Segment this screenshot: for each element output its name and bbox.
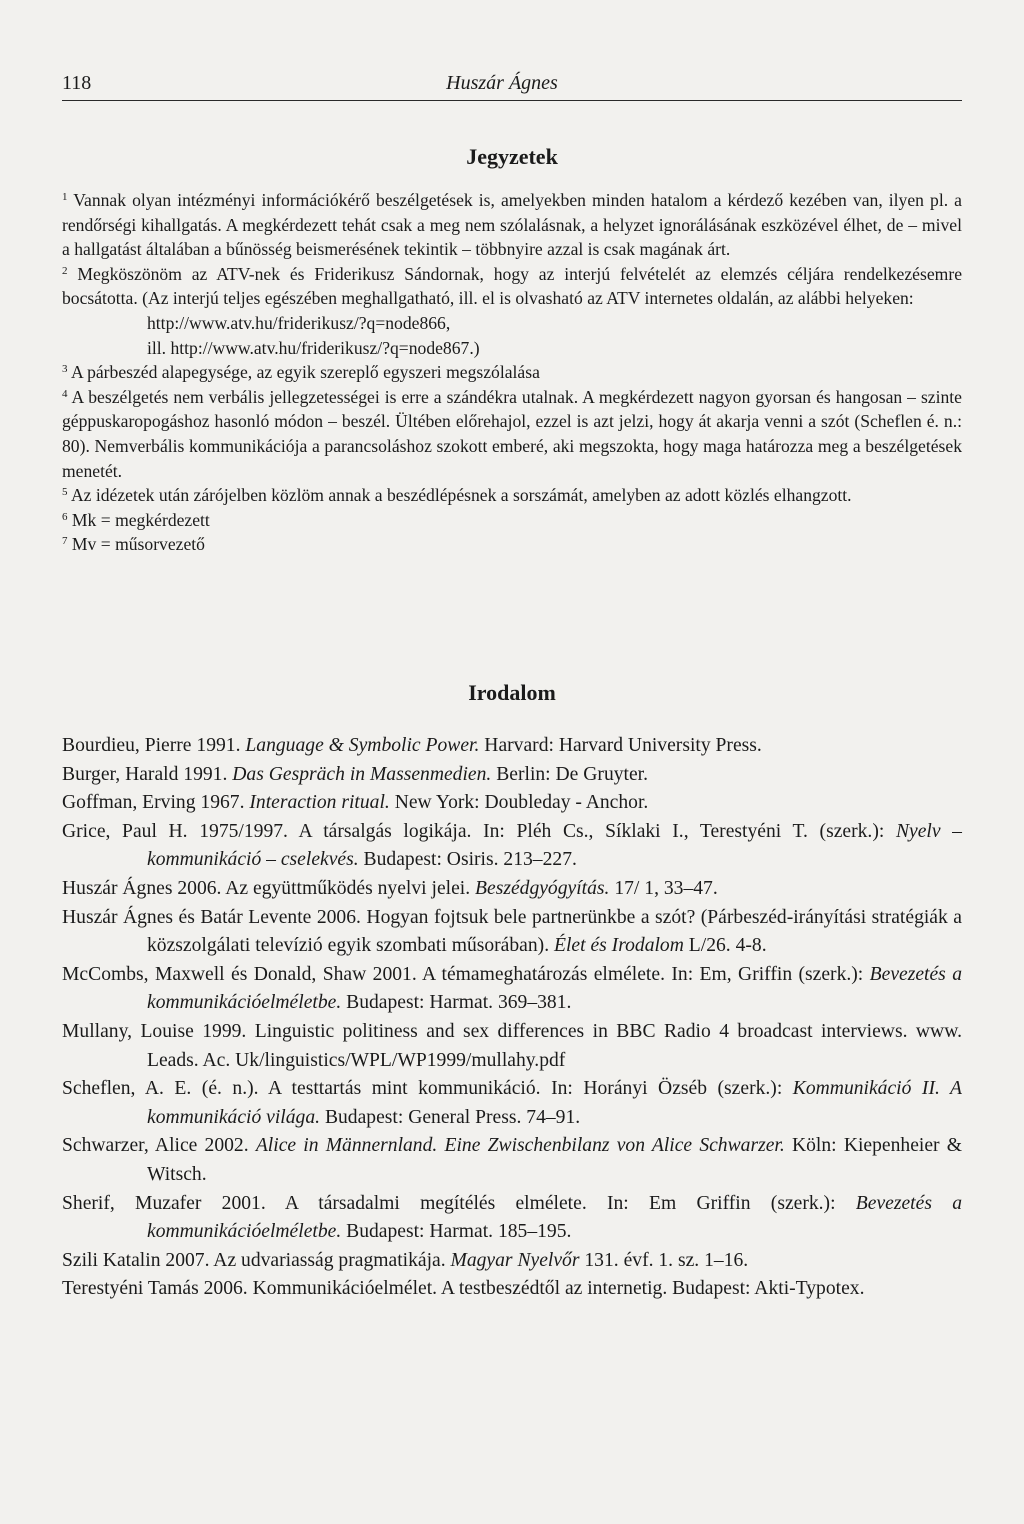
running-head-author: Huszár Ágnes xyxy=(446,72,558,94)
note-4 xyxy=(62,385,962,483)
ref-title: Magyar Nyelvőr xyxy=(450,1249,580,1271)
ref-publisher: Budapest: Harmat. 185–195. xyxy=(341,1221,572,1243)
ref-title: Élet és Irodalom xyxy=(554,935,684,957)
ref-publisher: Berlin: De Gruyter. xyxy=(491,763,649,785)
note-number: 3 xyxy=(62,363,68,376)
reference-entry xyxy=(62,732,962,761)
ref-title: Bevezetés a kommunikációelméletbe. xyxy=(147,1192,963,1243)
ref-author: Goffman, Erving 1967. xyxy=(62,792,250,814)
note-2-url-1: http://www.atv.hu/friderikusz/?q=node866, xyxy=(147,312,451,333)
note-2 xyxy=(62,262,962,311)
note-text: Megköszönöm az ATV-nek és Friderikusz Sándornak, hogy az interjú felvételét az elemzés céljára rendelkezésemre bocsátotta. (Az interjú teljes egészében meghallgatható, ill. el is olvasható az ATV internetes oldalán, az alábbi helyeken: xyxy=(62,263,962,309)
ref-author: Huszár Ágnes és Batár Levente 2006. Hogyan fojtsuk bele partnerünkbe a szót? (Párbeszéd-irányítási stratégiák a közszolgálati televízió egyik szombati műsorában). xyxy=(62,906,962,957)
reference-entry xyxy=(62,875,962,904)
ref-author: Mullany, Louise 1999. Linguistic politiness and sex differences in BBC Radio 4 broadcast interviews. www. Leads. Ac. Uk/linguistics/WPL/WP1999/mullahy.pdf xyxy=(62,1020,962,1071)
note-number: 5 xyxy=(62,486,68,499)
references-section xyxy=(62,732,962,1304)
note-number: 4 xyxy=(62,387,68,400)
ref-title: Interaction ritual. xyxy=(249,792,390,814)
ref-title: Bevezetés a kommunikációelméletbe. xyxy=(147,963,963,1014)
note-text: Mk = megkérdezett xyxy=(71,509,210,530)
note-5 xyxy=(62,483,962,508)
reference-entry xyxy=(62,1275,962,1304)
notes-section xyxy=(62,188,962,557)
reference-entry xyxy=(62,789,962,818)
note-6 xyxy=(62,508,962,533)
note-number: 6 xyxy=(62,510,68,523)
ref-author: Terestyéni Tamás 2006. Kommunikációelmélet. A testbeszédtől az internetig. Budapest: Akti-Typotex. xyxy=(62,1278,865,1300)
ref-author: Bourdieu, Pierre 1991. xyxy=(62,735,246,756)
ref-publisher: Budapest: General Press. 74–91. xyxy=(320,1106,581,1128)
ref-publisher: New York: Doubleday - Anchor. xyxy=(389,792,649,814)
page-number: 118 xyxy=(62,72,92,94)
note-number: 7 xyxy=(62,535,68,548)
note-7 xyxy=(62,532,962,557)
ref-author: Burger, Harald 1991. xyxy=(62,763,233,785)
note-text: Mv = műsorvezető xyxy=(71,534,205,555)
ref-title: Nyelv – kommunikáció – cselekvés. xyxy=(147,820,962,871)
reference-entry xyxy=(62,761,962,790)
note-3 xyxy=(62,360,962,385)
note-text: A párbeszéd alapegysége, az egyik szereplő egyszeri megszólalása xyxy=(70,362,540,383)
references-heading: Irodalom xyxy=(468,680,556,705)
reference-entry xyxy=(62,961,962,1018)
running-header xyxy=(62,72,962,101)
ref-publisher: Köln: Kiepenheier & Witsch. xyxy=(147,1135,962,1185)
note-number: 2 xyxy=(62,264,68,277)
note-1 xyxy=(62,188,962,262)
notes-heading: Jegyzetek xyxy=(466,144,558,169)
reference-entry xyxy=(62,1075,962,1132)
ref-title: Kommunikáció II. A kommunikáció világa. xyxy=(147,1078,962,1128)
ref-title: Language & Symbolic Power. xyxy=(245,735,480,756)
ref-author: Scheflen, A. E. (é. n.). A testtartás mint kommunikáció. In: Horányi Özséb (szerk.): xyxy=(62,1078,793,1100)
ref-publisher: Harvard: Harvard University Press. xyxy=(479,735,762,756)
note-text: Vannak olyan intézményi információkérő beszélgetések is, amelyekben minden hatalom a kérdező kezében van, ilyen pl. a rendőrségi kihallgatás. A megkérdezett tehát csak a meg nem szólalásnak, a helyzet ignorálásának eszközével élhet, de – mivel a hallgatást általában a bűnösség beismerésének tekintik – többnyire azzal is csak magának árt. xyxy=(62,190,962,260)
note-text: A beszélgetés nem verbális jellegzetességei is erre a szándékra utalnak. A megkérdezett nagyon gyorsan és hangosan – szinte géppuskaropogáshoz hasonló módon – beszél. Ültében előrehajol, ezzel is azt jelzi, hogy át akarja venni a szót (Scheflen é. n.: 80). Nemverbális kommunikációja a parancsoláshoz szokott emberé, aki megszokta, hogy maga határozza meg a beszélgetések menetét. xyxy=(62,386,962,481)
ref-author: McCombs, Maxwell és Donald, Shaw 2001. A témameghatározás elmélete. In: Em, Griffin (szerk.): xyxy=(62,963,870,985)
ref-author: Grice, Paul H. 1975/1997. A társalgás logikája. In: Pléh Cs., Síklaki I., Terestyéni T. (szerk.): xyxy=(62,820,896,842)
ref-publisher: Budapest: Osiris. 213–227. xyxy=(358,849,577,871)
reference-entry xyxy=(62,1190,962,1247)
reference-entry xyxy=(62,904,962,961)
note-number: 1 xyxy=(62,191,68,203)
reference-entry xyxy=(62,1247,962,1276)
ref-title: Alice in Männernland. Eine Zwischenbilanz von Alice Schwarzer. xyxy=(255,1135,785,1157)
ref-publisher: 131. évf. 1. sz. 1–16. xyxy=(579,1249,749,1271)
reference-entry xyxy=(62,818,962,875)
ref-publisher: 17/ 1, 33–47. xyxy=(609,877,718,899)
ref-title: Beszédgyógyítás. xyxy=(475,877,610,899)
ref-publisher: Budapest: Harmat. 369–381. xyxy=(341,992,572,1014)
note-text: Az idézetek után zárójelben közlöm annak a beszédlépésnek a sorszámát, amelyben az adott közlés elhangzott. xyxy=(70,485,852,506)
ref-author: Schwarzer, Alice 2002. xyxy=(62,1135,256,1157)
ref-author: Szili Katalin 2007. Az udvariasság pragmatikája. xyxy=(62,1249,451,1271)
note-2-url-2: ill. http://www.atv.hu/friderikusz/?q=node867.) xyxy=(147,337,480,358)
ref-author: Huszár Ágnes 2006. Az együttműködés nyelvi jelei. xyxy=(62,877,476,899)
ref-publisher: L/26. 4-8. xyxy=(683,935,767,957)
reference-entry xyxy=(62,1132,962,1189)
reference-entry xyxy=(62,1018,962,1075)
ref-title: Das Gespräch in Massenmedien. xyxy=(232,763,492,785)
ref-author: Sherif, Muzafer 2001. A társadalmi megítélés elmélete. In: Em Griffin (szerk.): xyxy=(62,1192,856,1214)
